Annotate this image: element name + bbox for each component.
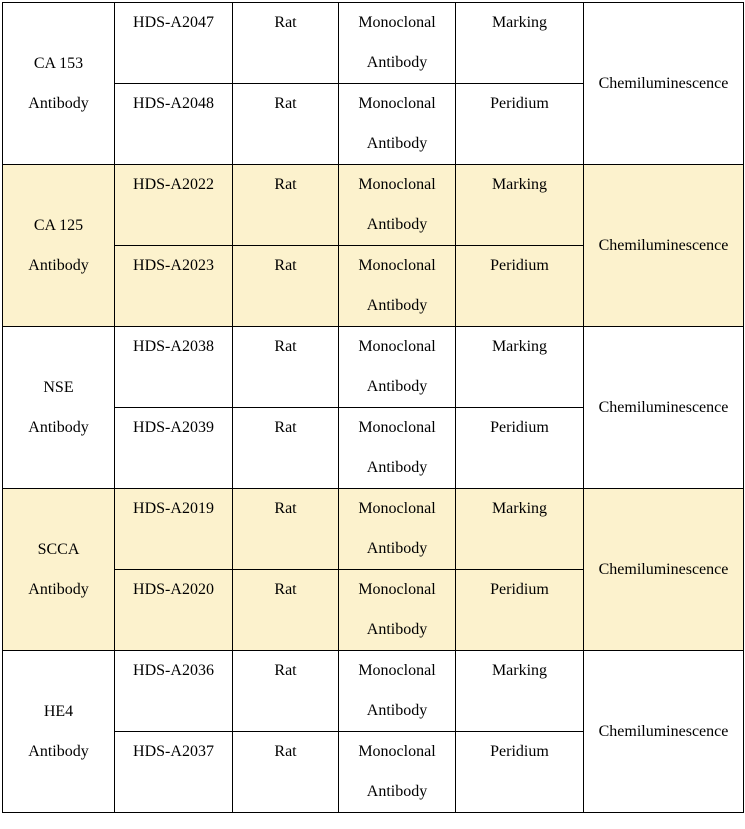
host-cell [233,327,339,408]
host-cell [233,651,339,732]
role-cell-text: Marking [491,176,548,193]
antibody-name-cell [3,3,115,165]
product-code-cell [115,489,233,570]
product-code-cell [115,327,233,408]
host-cell [233,246,339,327]
antibody-type-cell-text: Monoclonal [358,743,436,760]
table-row [3,3,744,84]
antibody-type-cell [339,84,456,165]
product-code-cell [115,246,233,327]
product-code-cell [115,408,233,489]
antibody-type-cell-text: Antibody [366,702,428,719]
host-cell-text: Rat [274,14,297,31]
host-cell-text: Rat [274,95,297,112]
method-cell [584,327,744,489]
antibody-type-cell [339,408,456,489]
host-cell-text: Rat [274,419,297,436]
antibody-type-cell [339,246,456,327]
antibody-table [2,2,744,813]
product-code-cell [115,570,233,651]
product-code-cell-text: HDS-A2019 [133,500,214,517]
antibody-name-cell-text: Antibody [28,256,89,274]
host-cell [233,3,339,84]
antibody-type-cell [339,489,456,570]
antibody-type-cell [339,327,456,408]
host-cell-text: Rat [274,581,297,598]
method-cell-text: Chemiluminescence [598,560,729,578]
product-code-cell-text: HDS-A2022 [133,176,214,193]
antibody-name-cell-text: Antibody [28,418,89,436]
method-cell [584,651,744,813]
role-cell [456,732,584,813]
method-cell [584,3,744,165]
antibody-name-cell-text: Antibody [28,580,89,598]
table-body [3,3,744,813]
role-cell [456,570,584,651]
role-cell-text: Marking [491,662,548,679]
antibody-type-cell-text: Monoclonal [358,500,436,517]
antibody-type-cell [339,732,456,813]
method-cell-text: Chemiluminescence [598,236,729,254]
antibody-name-cell-text: CA 153 [33,54,84,72]
host-cell-text: Rat [274,257,297,274]
role-cell [456,489,584,570]
antibody-name-cell-text: HE4 [43,702,74,720]
host-cell [233,570,339,651]
product-code-cell-text: HDS-A2023 [133,257,214,274]
role-cell-text: Marking [491,500,548,517]
table-row [3,165,744,246]
product-code-cell-text: HDS-A2048 [133,95,214,112]
antibody-type-cell [339,651,456,732]
role-cell-text: Peridium [490,419,549,436]
role-cell-text: Peridium [490,581,549,598]
host-cell [233,732,339,813]
role-cell [456,165,584,246]
role-cell [456,246,584,327]
antibody-type-cell-text: Monoclonal [358,95,436,112]
host-cell-text: Rat [274,743,297,760]
role-cell-text: Peridium [490,95,549,112]
method-cell [584,165,744,327]
product-code-cell [115,732,233,813]
method-cell-text: Chemiluminescence [598,398,729,416]
product-code-cell-text: HDS-A2039 [133,419,214,436]
antibody-type-cell-text: Antibody [366,216,428,233]
product-code-cell [115,84,233,165]
antibody-type-cell-text: Monoclonal [358,14,436,31]
host-cell-text: Rat [274,176,297,193]
table-row [3,489,744,570]
antibody-type-cell-text: Antibody [366,135,428,152]
role-cell [456,327,584,408]
antibody-type-cell-text: Monoclonal [358,419,436,436]
antibody-name-cell [3,165,115,327]
product-code-cell-text: HDS-A2047 [133,14,214,31]
role-cell-text: Marking [491,338,548,355]
product-code-cell-text: HDS-A2038 [133,338,214,355]
antibody-type-cell-text: Monoclonal [358,581,436,598]
role-cell-text: Peridium [490,257,549,274]
antibody-name-cell-text: Antibody [28,742,89,760]
method-cell-text: Chemiluminescence [598,74,729,92]
antibody-type-cell-text: Antibody [366,54,428,71]
host-cell [233,165,339,246]
table-row [3,327,744,408]
antibody-type-cell-text: Monoclonal [358,338,436,355]
method-cell [584,489,744,651]
product-code-cell-text: HDS-A2020 [133,581,214,598]
antibody-name-cell-text: NSE [43,378,74,396]
role-cell [456,84,584,165]
product-code-cell [115,165,233,246]
antibody-type-cell [339,570,456,651]
role-cell [456,651,584,732]
antibody-type-cell [339,3,456,84]
host-cell [233,408,339,489]
role-cell [456,408,584,489]
antibody-type-cell-text: Monoclonal [358,257,436,274]
antibody-type-cell-text: Antibody [366,783,428,800]
antibody-name-cell [3,489,115,651]
product-code-cell-text: HDS-A2037 [133,743,214,760]
antibody-name-cell-text: Antibody [28,94,89,112]
host-cell-text: Rat [274,500,297,517]
role-cell-text: Peridium [490,743,549,760]
antibody-type-cell-text: Antibody [366,378,428,395]
antibody-name-cell [3,327,115,489]
antibody-type-cell-text: Antibody [366,621,428,638]
host-cell [233,489,339,570]
antibody-type-cell-text: Antibody [366,297,428,314]
host-cell-text: Rat [274,338,297,355]
method-cell-text: Chemiluminescence [598,722,729,740]
host-cell [233,84,339,165]
antibody-type-cell [339,165,456,246]
antibody-name-cell-text: CA 125 [33,216,84,234]
product-code-cell [115,651,233,732]
antibody-name-cell [3,651,115,813]
table-row [3,651,744,732]
antibody-name-cell-text: SCCA [37,540,80,558]
product-code-cell [115,3,233,84]
antibody-type-cell-text: Antibody [366,540,428,557]
antibody-type-cell-text: Antibody [366,459,428,476]
antibody-type-cell-text: Monoclonal [358,662,436,679]
role-cell-text: Marking [491,14,548,31]
host-cell-text: Rat [274,662,297,679]
antibody-type-cell-text: Monoclonal [358,176,436,193]
role-cell [456,3,584,84]
product-code-cell-text: HDS-A2036 [133,662,214,679]
